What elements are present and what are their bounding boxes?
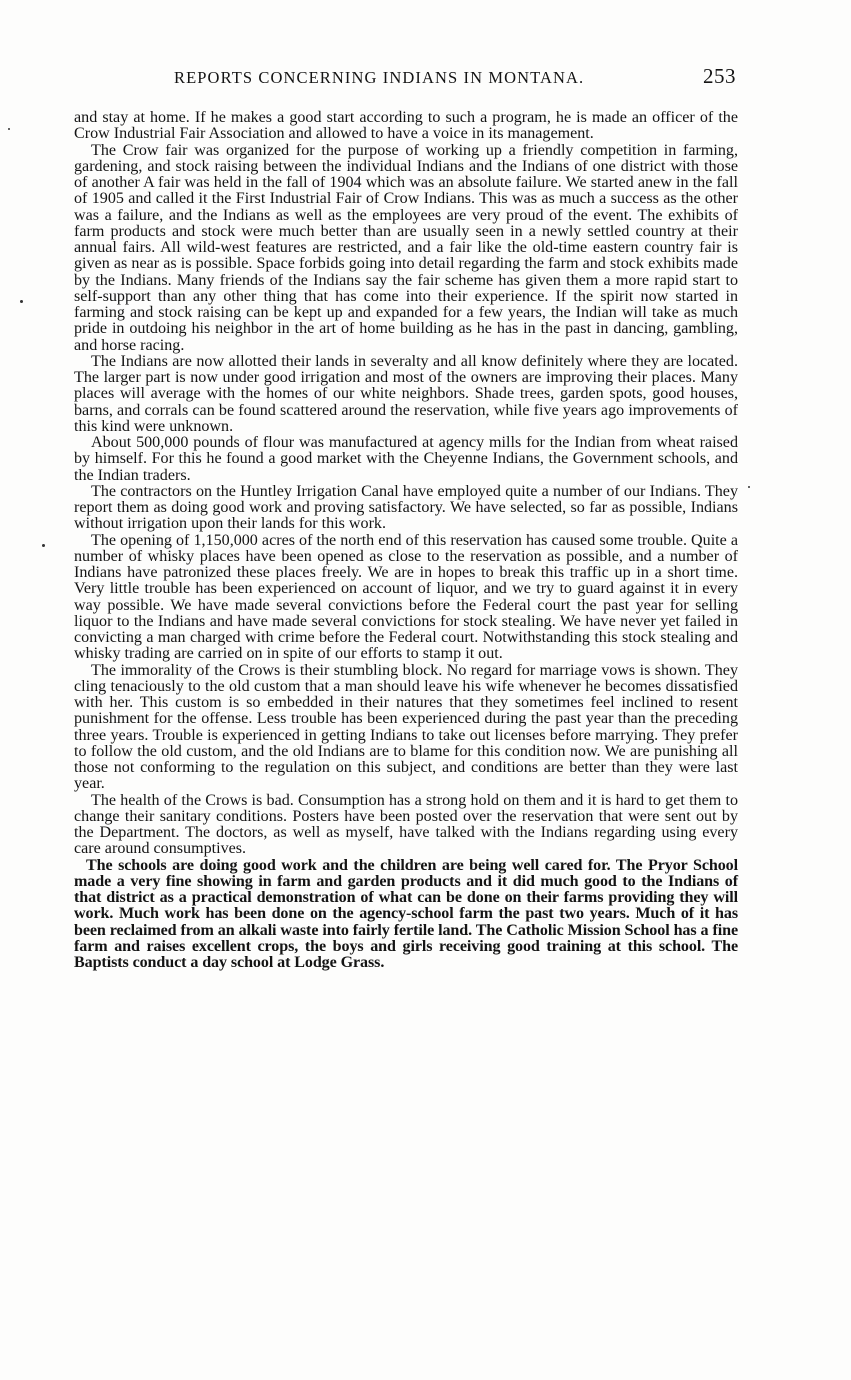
- paragraph-reservation-opening: The opening of 1,150,000 acres of the north end of this reservation has caused some trouble. Quite a number of whisky places have been opened as close to the reservation as possible, and a number of Indians have patronized these places freely. We are in hopes to break this traffic up in a short time. Very little trouble has been experienced on account of liquor, and we try to guard against it in every way possible. We have made several convictions before the Federal court the past year for selling liquor to the Indians and have made several convictions for stock stealing. We have never yet failed in convicting a man charged with crime before the Federal court. Notwithstanding this stock stealing and whisky trading are carried on in spite of our efforts to stamp it out.: [74, 531, 738, 663]
- paragraph-crow-fair: The Crow fair was organized for the purpose of working up a friendly competition in farming, gardening, and stock raising between the individual Indians and the Indians of one district with those of another A fair was held in the fall of 1904 which was an absolute failure. We started anew in the fall of 1905 and called it the First Industrial Fair of Crow Indians. This was as much a success as the other was a failure, and the Indians as well as the employees are very proud of the event. The exhibits of farm products and stock were much better than are usually seen in a newly settled country at their annual fairs. All wild-west features are restricted, and a fair like the old-time eastern country fair is given as near as is possible. Space forbids going into detail regarding the farm and stock exhibits made by the Indians. Many friends of the Indians say the fair scheme has given them a more rapid start to self-support than any other thing that has come into their experience. If the spirit now started in farming and stock raising can be kept up and expanded for a few years, the Indian will take as much pride in outdoing his neighbor in the art of home building as he has in the past in dancing, gambling, and horse racing.: [74, 141, 738, 354]
- scan-speck: [42, 544, 45, 547]
- page-number: 253: [703, 64, 736, 88]
- paragraph-health: The health of the Crows is bad. Consumption has a strong hold on them and it is hard to get them to change their sanitary conditions. Posters have been posted over the reservation that were sent out by the Department. The doctors, as well as myself, have talked with the Indians regarding using every care around consumptives.: [74, 791, 738, 858]
- running-head: [72, 64, 740, 90]
- paragraph-irrigation-canal: The contractors on the Huntley Irrigation Canal have employed quite a number of our Indians. They report them as doing good work and proving satisfactory. We have selected, so far as possible, Indians without irrigation upon their lands for this work.: [74, 482, 738, 533]
- body-text: [74, 110, 738, 971]
- scan-speck: [20, 300, 23, 303]
- paragraph-continuation: and stay at home. If he makes a good start according to such a program, he is made an officer of the Crow Industrial Fair Association and allowed to have a voice in its management.: [74, 109, 738, 143]
- scan-speck: [8, 128, 10, 130]
- paragraph-allotments: The Indians are now allotted their lands in severalty and all know definitely where they are located. The larger part is now under good irrigation and most of the owners are improving their places. Many places will average with the homes of our white neighbors. Shade trees, garden spots, good houses, barns, and corrals can be found scattered around the reservation, while five years ago improvements of this kind were unknown.: [74, 352, 738, 435]
- paragraph-flour: About 500,000 pounds of flour was manufactured at agency mills for the Indian from wheat raised by himself. For this he found a good market with the Cheyenne Indians, the Government schools, and the Indian traders.: [74, 434, 738, 484]
- running-title: REPORTS CONCERNING INDIANS IN MONTANA.: [174, 68, 585, 87]
- paragraph-schools: The schools are doing good work and the children are being well cared for. The Pryor School made a very fine showing in farm and garden products and it did much good to the Indians of that district as a practical demonstration of what can be done on their farms providing they will work. Much work has been done on the agency-school farm the past two years. Much of it has been reclaimed from an alkali waste into fairly fertile land. The Catholic Mission School has a fine farm and raises excellent crops, the boys and girls receiving good training at this school. The Baptists conduct a day school at Lodge Grass.: [74, 856, 738, 971]
- scan-speck: [748, 486, 750, 488]
- paragraph-immorality: The immorality of the Crows is their stumbling block. No regard for marriage vows is shown. They cling tenaciously to the old custom that a man should leave his wife whenever he becomes dissatisfied with her. This custom is so embedded in their natures that they sometimes feel inclined to resent punishment for the offense. Less trouble has been experienced during the past year than the preceding three years. Trouble is experienced in getting Indians to take out licenses before marrying. They prefer to follow the old custom, and the old Indians are to blame for this condition now. We are punishing all those not conforming to the regulation on this subject, and conditions are better than they were last year.: [74, 661, 738, 793]
